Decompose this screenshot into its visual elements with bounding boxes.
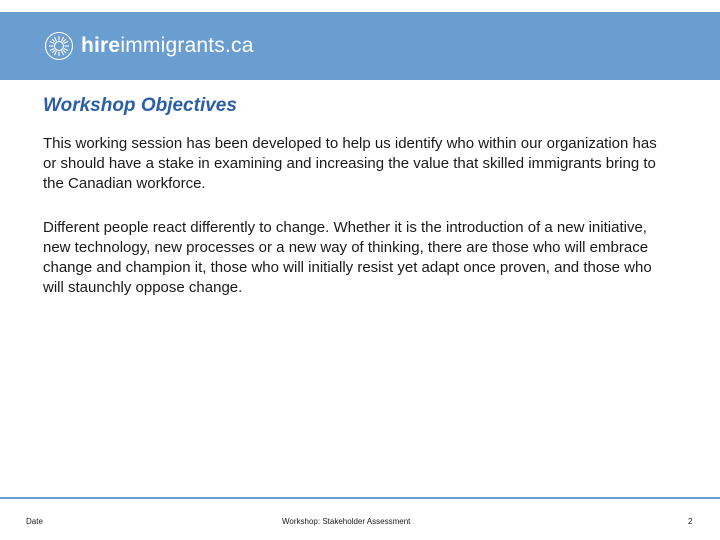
- footer-date: Date: [26, 517, 43, 526]
- hireimmigrants-logo[interactable]: [44, 32, 254, 60]
- header-band: [0, 12, 720, 80]
- sun-rays-logo-icon: [44, 31, 74, 61]
- objective-paragraph-2: Different people react differently to change. Whether it is the introduction of a new initiative, new technology, new processes or a new way of thinking, there are those who will embrace change and champion it, those who will initially resist yet adapt once proven, and those who will staunchly oppose change.: [43, 219, 652, 296]
- slide-title: Workshop Objectives: [43, 95, 237, 116]
- footer-page-number: 2: [688, 517, 693, 526]
- logo-text-regular: immigrants.ca: [120, 34, 254, 57]
- footer-presentation-title: Workshop: Stakeholder Assessment: [282, 517, 411, 526]
- logo-text-bold: hire: [81, 34, 121, 57]
- logo-wordmark: [81, 34, 254, 58]
- footer-divider: [0, 497, 720, 499]
- objective-paragraph-1: This working session has been developed to help us identify who within our organization has or should have a stake in examining and increasing the value that skilled immigrants bring to the Canadian workforce.: [43, 135, 657, 192]
